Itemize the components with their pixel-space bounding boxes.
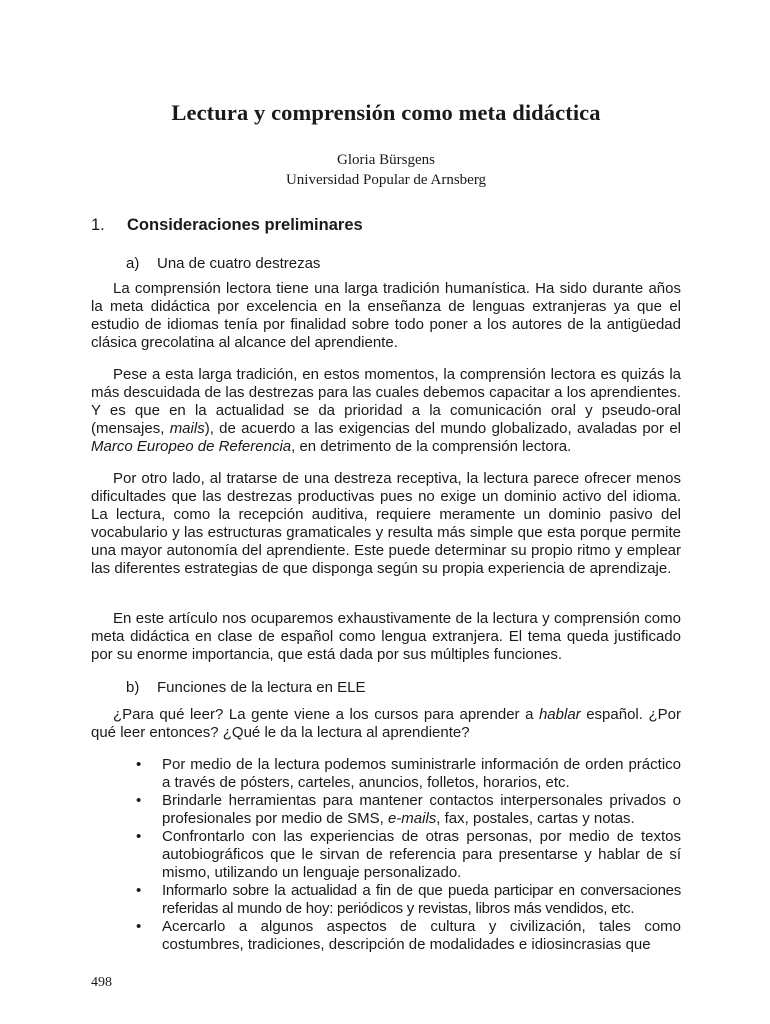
paragraph-2-text-e: , en detrimento de la comprensión lectora. [291, 438, 572, 455]
paragraph-5-text-c: español. ¿Por qué leer entonces? ¿Qué le da la lectura al aprendiente? [91, 706, 681, 741]
subsection-a-title: Una de cuatro destrezas [157, 255, 321, 272]
subsection-a [126, 255, 320, 272]
paragraph-5 [91, 706, 681, 742]
list-item [91, 918, 681, 954]
section-title: Consideraciones preliminares [127, 216, 363, 234]
bullet-icon: • [136, 918, 142, 935]
list-item-text: Informarlo sobre la actualidad a fin de que pueda participar en conversaciones referidas al mundo de hoy: periódicos y revistas, libros más vendidos, etc. [162, 882, 681, 917]
section-number: 1. [91, 216, 105, 234]
list-item-emph: e-mails [387, 810, 437, 827]
list-item-text: Confrontarlo con las experiencias de otras personas, por medio de textos autobiográficos que le sirvan de referencia para presentarse y hablar de sí mismo, utilizando un lenguaje personalizado. [162, 828, 681, 881]
list-item [91, 882, 681, 918]
bullet-icon: • [136, 792, 142, 809]
paragraph-3: Por otro lado, al tratarse de una destreza receptiva, la lectura parece ofrecer menos dificultades que las destrezas productivas pues no exige un dominio activo del idioma. La lectura, como la recepción auditiva, requiere meramente un dominio pasivo del vocabulario y las estructuras gramaticales y resulta más simple que esta porque permite una mayor autonomía del aprendiente. Este puede determinar su propio ritmo y emplear las diferentes estrategias de que disponga según su propia experiencia de aprendizaje. [91, 470, 681, 577]
functions-list [91, 756, 681, 954]
list-item-text: Acercarlo a algunos aspectos de cultura y civilización, tales como costumbres, tradiciones, descripción de modalidades e idiosincrasias que [162, 918, 681, 953]
author-affiliation: Universidad Popular de Arnsberg [285, 172, 487, 188]
list-item [91, 828, 681, 882]
bullet-icon: • [136, 882, 142, 899]
subsection-b-label: b) [126, 679, 140, 696]
article-title: Lectura y comprensión como meta didáctica [171, 100, 601, 125]
paragraph-2 [91, 366, 681, 456]
list-item [91, 756, 681, 792]
paragraph-2-emph-mails: mails [169, 420, 205, 437]
list-item [91, 792, 681, 828]
paragraph-4: En este artículo nos ocuparemos exhaustivamente de la lectura y comprensión como meta didáctica en clase de español como lengua extranjera. El tema queda justificado por su enorme importancia, que está dada por sus múltiples funciones. [91, 610, 681, 663]
paragraph-2-emph-marco: Marco Europeo de Referencia [91, 438, 292, 455]
subsection-b [126, 679, 365, 696]
bullet-icon: • [136, 756, 142, 773]
bullet-icon: • [136, 828, 142, 845]
page-number: 498 [91, 975, 112, 990]
list-item-text: , fax, postales, cartas y notas. [436, 810, 635, 827]
list-item-text: Brindarle herramientas para mantener contactos interpersonales privados o profesionales por medio de SMS, [162, 792, 681, 827]
paragraph-2-text-a: Pese a esta larga tradición, en estos momentos, la comprensión lectora es quizás la más descuidada de las destrezas para las cuales debemos capacitar a los aprendientes. Y es que en la actualidad se da prioridad a la comunicación oral y pseudo-oral (mensajes, [91, 366, 681, 437]
list-item-text: Por medio de la lectura podemos suministrarle información de orden práctico a través de pósters, carteles, anuncios, folletos, horarios, etc. [162, 756, 681, 791]
page [91, 0, 681, 1024]
paragraph-1: La comprensión lectora tiene una larga tradición humanística. Ha sido durante años la meta didáctica por excelencia en la enseñanza de lenguas extranjeras ya que el estudio de idiomas tenía por finalidad sobre todo poner a los autores de la antigüedad clásica grecolatina al alcance del aprendiente. [91, 280, 681, 351]
paragraph-5-text-a: ¿Para qué leer? La gente viene a los cursos para aprender a [113, 706, 539, 723]
author-name: Gloria Bürsgens [337, 152, 435, 168]
paragraph-2-text-c: ), de acuerdo a las exigencias del mundo globalizado, avaladas por el [204, 420, 681, 437]
subsection-b-title: Funciones de la lectura en ELE [157, 679, 366, 696]
subsection-a-label: a) [126, 255, 140, 272]
paragraph-5-emph-hablar: hablar [538, 706, 581, 723]
